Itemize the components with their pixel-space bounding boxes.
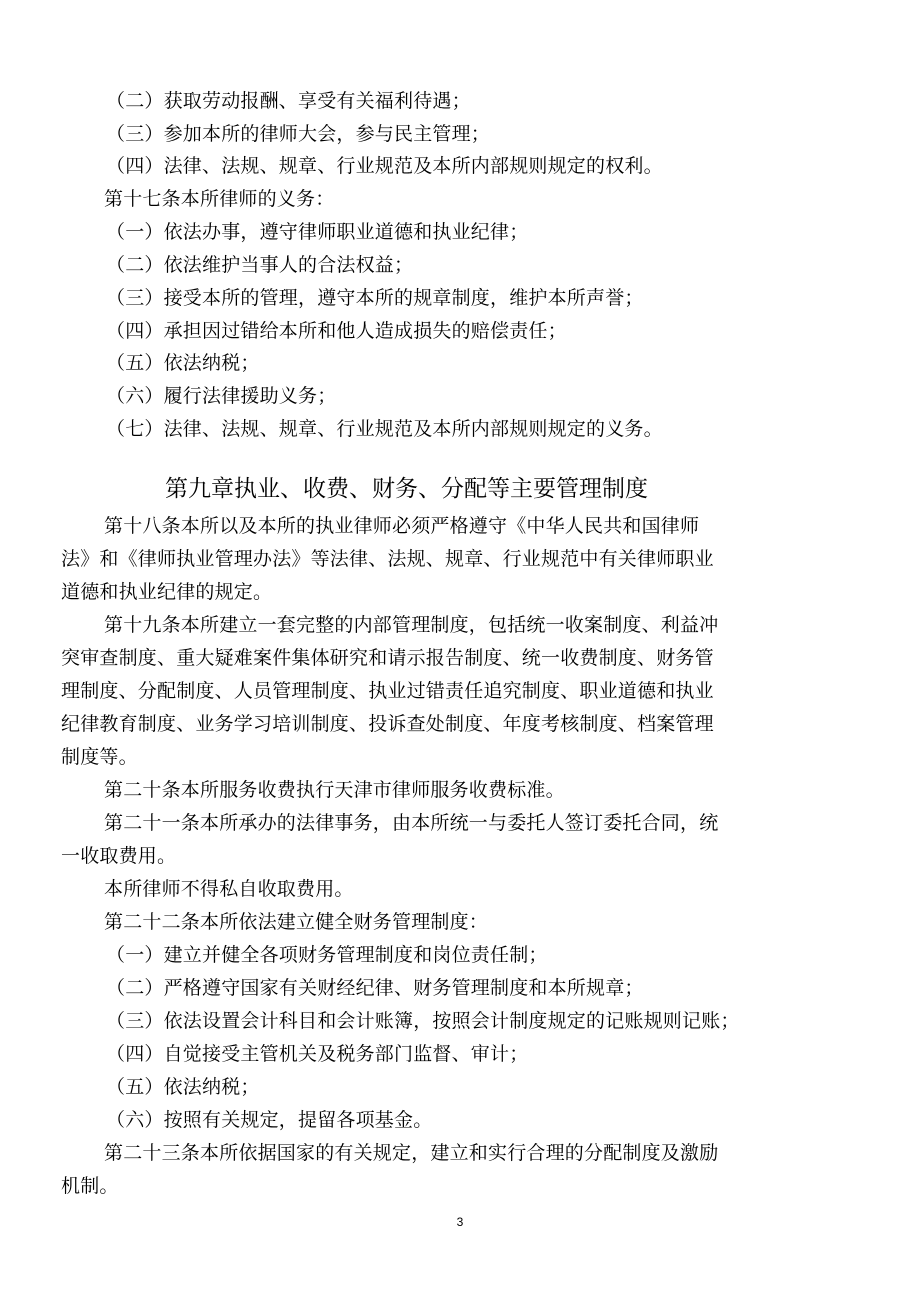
- article-19-line-1: 第十九条本所建立一套完整的内部管理制度，包括统一收案制度、利益冲: [104, 614, 719, 636]
- article-18-line-1: 第十八条本所以及本所的执业律师必须严格遵守《中华人民共和国律师: [104, 515, 700, 537]
- article-19-line-5: 制度等。: [61, 746, 138, 768]
- article-17-item-7: （七）法律、法规、规章、行业规范及本所内部规则规定的义务。: [106, 418, 663, 440]
- article-22-item-2: （二）严格遵守国家有关财经纪律、财务管理制度和本所规章；: [106, 977, 644, 999]
- article-21-line-2: 一收取费用。: [61, 845, 177, 867]
- article-17-item-3: （三）接受本所的管理，遵守本所的规章制度，维护本所声誉；: [106, 287, 644, 309]
- article-19-line-2: 突审查制度、重大疑难案件集体研究和请示报告制度、统一收费制度、财务管: [61, 647, 714, 669]
- duty-right-item-2: （二）获取劳动报酬、享受有关福利待遇；: [106, 90, 471, 112]
- article-17-item-1: （一）依法办事，遵守律师职业道德和执业纪律；: [106, 221, 529, 243]
- article-17-item-4: （四）承担因过错给本所和他人造成损失的赔偿责任；: [106, 320, 567, 342]
- article-18-line-3: 道德和执业纪律的规定。: [61, 581, 273, 603]
- article-22-item-3: （三）依法设置会计科目和会计账簿，按照会计制度规定的记账规则记账；: [106, 1010, 740, 1032]
- duty-right-item-4: （四）法律、法规、规章、行业规范及本所内部规则规定的权利。: [106, 155, 663, 177]
- article-18-line-2: 法》和《律师执业管理办法》等法律、法规、规章、行业规范中有关律师职业: [61, 548, 714, 570]
- article-19-line-4: 纪律教育制度、业务学习培训制度、投诉查处制度、年度考核制度、档案管理: [61, 713, 714, 735]
- article-22-item-6: （六）按照有关规定，提留各项基金。: [106, 1109, 433, 1131]
- page-number: 3: [456, 1215, 464, 1229]
- article-22-item-5: （五）依法纳税；: [106, 1076, 260, 1098]
- chapter-heading: 第九章执业、收费、财务、分配等主要管理制度: [165, 476, 648, 502]
- article-22-item-1: （一）建立并健全各项财务管理制度和岗位责任制；: [106, 944, 548, 966]
- article-22-title: 第二十二条本所依法建立健全财务管理制度：: [104, 911, 489, 933]
- article-17-item-5: （五）依法纳税；: [106, 352, 260, 374]
- article-23-line-2: 机制。: [61, 1175, 119, 1197]
- article-17-item-2: （二）依法维护当事人的合法权益；: [106, 254, 414, 276]
- article-21-note: 本所律师不得私自收取费用。: [104, 878, 354, 900]
- article-19-line-3: 理制度、分配制度、人员管理制度、执业过错责任追究制度、职业道德和执业: [61, 680, 714, 702]
- article-23-line-1: 第二十三条本所依据国家的有关规定，建立和实行合理的分配制度及激励: [104, 1142, 719, 1164]
- article-17-item-6: （六）履行法律援助义务；: [106, 385, 337, 407]
- duty-right-item-3: （三）参加本所的律师大会，参与民主管理；: [106, 123, 491, 145]
- article-20: 第二十条本所服务收费执行天津市律师服务收费标准。: [104, 779, 565, 801]
- article-21-line-1: 第二十一条本所承办的法律事务，由本所统一与委托人签订委托合同，统: [104, 812, 719, 834]
- article-17-title: 第十七条本所律师的义务：: [104, 188, 335, 210]
- article-22-item-4: （四）自觉接受主管机关及税务部门监督、审计；: [106, 1043, 529, 1065]
